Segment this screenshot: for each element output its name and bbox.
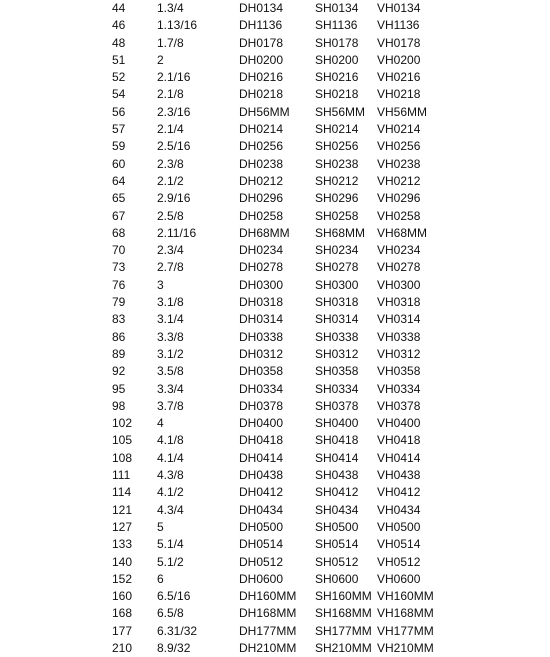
inch-size-cell: 4 [157,416,164,431]
dh-code-cell: DH160MM [239,589,297,604]
inch-size-cell: 4.1/8 [157,433,184,448]
dh-code-cell: DH0514 [239,537,284,552]
dh-code-cell: DH0200 [239,52,284,67]
inch-size-cell: 3.3/4 [157,381,184,396]
vh-code-cell: VH0312 [377,346,421,361]
sh-code-cell: SH0218 [315,87,359,102]
mm-size-cell: 105 [112,433,133,448]
dh-code-cell: DH56MM [239,104,290,119]
table-row [0,156,550,173]
table-row [0,605,550,622]
sh-code-cell: SH0358 [315,364,359,379]
dh-code-cell: DH0418 [239,433,284,448]
inch-size-cell: 2.3/16 [157,104,191,119]
vh-code-cell: VH0256 [377,139,421,154]
table-row [0,173,550,190]
dh-code-cell: DH0438 [239,468,284,483]
sh-code-cell: SH177MM [315,623,372,638]
inch-size-cell: 2.5/16 [157,139,191,154]
dh-code-cell: DH0234 [239,243,284,258]
dh-code-cell: DH1136 [239,18,283,33]
vh-code-cell: VH210MM [377,640,434,655]
sh-code-cell: SH0514 [315,537,359,552]
mm-size-cell: 59 [112,139,126,154]
dh-code-cell: DH0134 [239,1,284,15]
mm-size-cell: 67 [112,208,126,223]
dh-code-cell: DH0434 [239,502,284,517]
vh-code-cell: VH160MM [377,589,434,604]
mm-size-cell: 168 [112,606,133,621]
sh-code-cell: SH0512 [315,554,359,569]
sh-code-cell: SH168MM [315,606,372,621]
sh-code-cell: SH0378 [315,398,359,413]
table-row [0,623,550,640]
table-row [0,0,550,17]
sh-code-cell: SH0278 [315,260,359,275]
sh-code-cell: SH0312 [315,346,359,361]
dh-code-cell: DH168MM [239,606,297,621]
sh-code-cell: SH0256 [315,139,359,154]
sh-code-cell: SH0418 [315,433,359,448]
dh-code-cell: DH177MM [239,623,297,638]
dh-code-cell: DH68MM [239,225,290,240]
vh-code-cell: VH0134 [377,1,421,15]
vh-code-cell: VH0358 [377,364,421,379]
table-row [0,329,550,346]
inch-size-cell: 1.7/8 [157,35,184,50]
vh-code-cell: VH0500 [377,519,421,534]
sh-code-cell: SH0200 [315,52,359,67]
table-row [0,346,550,363]
mm-size-cell: 44 [112,1,126,15]
mm-size-cell: 60 [112,156,126,171]
table-row [0,225,550,242]
table-row [0,554,550,571]
inch-size-cell: 6.5/16 [157,589,191,604]
vh-code-cell: VH0212 [377,173,421,188]
mm-size-cell: 56 [112,104,126,119]
vh-code-cell: VH68MM [377,225,428,240]
sh-code-cell: SH0434 [315,502,359,517]
vh-code-cell: VH0234 [377,243,421,258]
sh-code-cell: SH0214 [315,122,359,137]
table-row [0,432,550,449]
inch-size-cell: 2 [157,52,164,67]
table-row [0,121,550,138]
vh-code-cell: VH0514 [377,537,421,552]
inch-size-cell: 4.1/4 [157,450,184,465]
mm-size-cell: 64 [112,173,126,188]
sh-code-cell: SH0212 [315,173,359,188]
vh-code-cell: VH0258 [377,208,421,223]
inch-size-cell: 3.7/8 [157,398,184,413]
inch-size-cell: 6.31/32 [157,623,198,638]
inch-size-cell: 2.5/8 [157,208,184,223]
table-row [0,242,550,259]
table-row [0,536,550,553]
table-row [0,467,550,484]
vh-code-cell: VH0318 [377,295,421,310]
inch-size-cell: 3.1/2 [157,346,184,361]
table-row [0,190,550,207]
dh-code-cell: DH0256 [239,139,284,154]
inch-size-cell: 2.1/16 [157,70,191,85]
dh-code-cell: DH0214 [239,122,284,137]
inch-size-cell: 4.3/4 [157,502,184,517]
sh-code-cell: SH0412 [315,485,359,500]
inch-size-cell: 1.3/4 [157,1,184,15]
mm-size-cell: 48 [112,35,126,50]
vh-code-cell: VH177MM [377,623,434,638]
inch-size-cell: 4.3/8 [157,468,184,483]
mm-size-cell: 102 [112,416,133,431]
mm-size-cell: 83 [112,312,126,327]
table-row [0,363,550,380]
inch-size-cell: 2.1/2 [157,173,184,188]
table-row [0,484,550,501]
vh-code-cell: VH0178 [377,35,421,50]
sh-code-cell: SH68MM [315,225,366,240]
inch-size-cell: 2.7/8 [157,260,184,275]
dh-code-cell: DH0212 [239,173,284,188]
table-row [0,104,550,121]
vh-code-cell: VH0412 [377,485,421,500]
vh-code-cell: VH0200 [377,52,421,67]
mm-size-cell: 152 [112,571,133,586]
table-row [0,277,550,294]
sh-code-cell: SH0134 [315,1,359,15]
sh-code-cell: SH0600 [315,571,359,586]
mm-size-cell: 51 [112,52,126,67]
sh-code-cell: SH160MM [315,589,372,604]
vh-code-cell: VH0438 [377,468,421,483]
inch-size-cell: 8.9/32 [157,640,191,655]
vh-code-cell: VH0512 [377,554,421,569]
dh-code-cell: DH0400 [239,416,284,431]
mm-size-cell: 210 [112,640,133,655]
vh-code-cell: VH0296 [377,191,421,206]
table-row [0,86,550,103]
sh-code-cell: SH0400 [315,416,359,431]
inch-size-cell: 3.1/8 [157,295,184,310]
vh-code-cell: VH0338 [377,329,421,344]
dh-code-cell: DH0318 [239,295,284,310]
mm-size-cell: 79 [112,295,126,310]
mm-size-cell: 114 [112,485,132,500]
dh-code-cell: DH0334 [239,381,284,396]
dh-code-cell: DH0300 [239,277,284,292]
table-row [0,640,550,657]
mm-size-cell: 92 [112,364,126,379]
inch-size-cell: 5.1/2 [157,554,184,569]
mm-size-cell: 46 [112,18,126,33]
inch-size-cell: 5.1/4 [157,537,184,552]
vh-code-cell: VH0334 [377,381,421,396]
dh-code-cell: DH0314 [239,312,284,327]
inch-size-cell: 3.1/4 [157,312,184,327]
dh-code-cell: DH210MM [239,640,297,655]
table-row [0,69,550,86]
sh-code-cell: SH0318 [315,295,359,310]
table-row [0,450,550,467]
table-row [0,519,550,536]
sh-code-cell: SH210MM [315,640,372,655]
dh-code-cell: DH0258 [239,208,284,223]
sh-code-cell: SH0314 [315,312,359,327]
sh-code-cell: SH0300 [315,277,359,292]
inch-size-cell: 2.11/16 [157,225,197,240]
dh-code-cell: DH0216 [239,70,284,85]
mm-size-cell: 52 [112,70,126,85]
mm-size-cell: 111 [112,468,131,483]
dh-code-cell: DH0338 [239,329,284,344]
sh-code-cell: SH0258 [315,208,359,223]
vh-code-cell: VH0300 [377,277,421,292]
vh-code-cell: VH0214 [377,122,421,137]
sh-code-cell: SH0238 [315,156,359,171]
mm-size-cell: 95 [112,381,126,396]
sh-code-cell: SH0500 [315,519,359,534]
mm-size-cell: 57 [112,122,126,137]
mm-size-cell: 121 [112,502,133,517]
mm-size-cell: 89 [112,346,126,361]
dh-code-cell: DH0600 [239,571,284,586]
mm-size-cell: 65 [112,191,126,206]
vh-code-cell: VH0218 [377,87,421,102]
inch-size-cell: 5 [157,519,164,534]
table-row [0,398,550,415]
inch-size-cell: 3 [157,277,164,292]
dh-code-cell: DH0218 [239,87,284,102]
inch-size-cell: 2.9/16 [157,191,191,206]
inch-size-cell: 6 [157,571,164,586]
table-row [0,259,550,276]
table-row [0,502,550,519]
table-row [0,17,550,34]
mm-size-cell: 140 [112,554,133,569]
dh-code-cell: DH0178 [239,35,284,50]
sh-code-cell: SH0334 [315,381,359,396]
table-row [0,311,550,328]
dh-code-cell: DH0238 [239,156,284,171]
inch-size-cell: 2.3/8 [157,156,184,171]
mm-size-cell: 76 [112,277,126,292]
sh-code-cell: SH56MM [315,104,366,119]
sh-code-cell: SH0414 [315,450,359,465]
inch-size-cell: 2.3/4 [157,243,184,258]
inch-size-cell: 4.1/2 [157,485,184,500]
dh-code-cell: DH0378 [239,398,284,413]
dh-code-cell: DH0412 [239,485,284,500]
inch-size-cell: 3.3/8 [157,329,184,344]
sh-code-cell: SH0234 [315,243,359,258]
mm-size-cell: 127 [112,519,133,534]
mm-size-cell: 86 [112,329,126,344]
vh-code-cell: VH0418 [377,433,421,448]
sh-code-cell: SH0438 [315,468,359,483]
inch-size-cell: 1.13/16 [157,18,198,33]
mm-size-cell: 177 [112,623,133,638]
mm-size-cell: 98 [112,398,126,413]
vh-code-cell: VH1136 [377,18,420,33]
mm-size-cell: 73 [112,260,126,275]
mm-size-cell: 68 [112,225,126,240]
vh-code-cell: VH168MM [377,606,434,621]
sh-code-cell: SH0296 [315,191,359,206]
sh-code-cell: SH1136 [315,18,358,33]
table-row [0,571,550,588]
mm-size-cell: 108 [112,450,133,465]
vh-code-cell: VH0600 [377,571,421,586]
mm-size-cell: 70 [112,243,126,258]
vh-code-cell: VH0378 [377,398,421,413]
sh-code-cell: SH0178 [315,35,359,50]
inch-size-cell: 2.1/4 [157,122,184,137]
dh-code-cell: DH0512 [239,554,284,569]
dh-code-cell: DH0500 [239,519,284,534]
table-row [0,208,550,225]
mm-size-cell: 133 [112,537,133,552]
dh-code-cell: DH0278 [239,260,284,275]
inch-size-cell: 3.5/8 [157,364,184,379]
sh-code-cell: SH0338 [315,329,359,344]
sh-code-cell: SH0216 [315,70,359,85]
vh-code-cell: VH0216 [377,70,421,85]
table-row [0,52,550,69]
vh-code-cell: VH0434 [377,502,421,517]
vh-code-cell: VH0278 [377,260,421,275]
mm-size-cell: 54 [112,87,126,102]
vh-code-cell: VH0238 [377,156,421,171]
vh-code-cell: VH0414 [377,450,421,465]
table-row [0,294,550,311]
vh-code-cell: VH0400 [377,416,421,431]
vh-code-cell: VH0314 [377,312,421,327]
table-row [0,138,550,155]
table-row [0,381,550,398]
table-row [0,415,550,432]
dh-code-cell: DH0414 [239,450,284,465]
dh-code-cell: DH0296 [239,191,284,206]
vh-code-cell: VH56MM [377,104,428,119]
inch-size-cell: 6.5/8 [157,606,184,621]
dh-code-cell: DH0312 [239,346,284,361]
mm-size-cell: 160 [112,589,133,604]
inch-size-cell: 2.1/8 [157,87,184,102]
table-row [0,588,550,605]
dh-code-cell: DH0358 [239,364,284,379]
table-row [0,35,550,52]
